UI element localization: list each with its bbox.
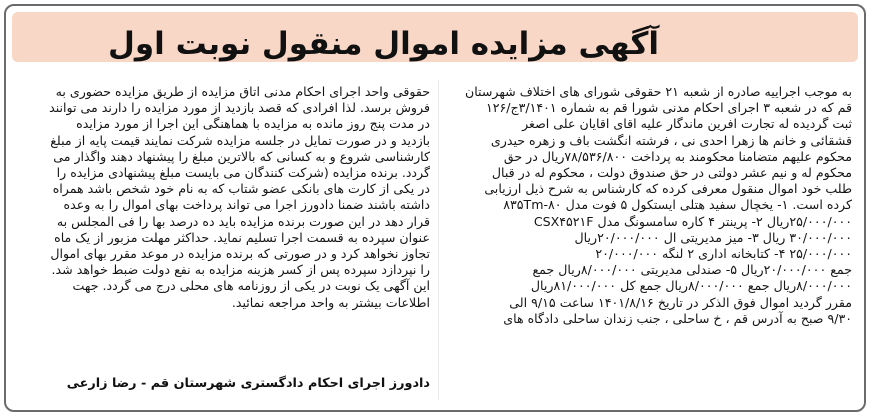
text-line: تجاوز نخواهد کرد و در صورتی که برنده مزایده در موعد مقرر بهای اموال	[50, 246, 430, 262]
text-line: در یکی از کارت های بانکی عضو شتاب که به نام خود شخص باشد همراه	[52, 181, 430, 197]
text-line: ۳۰/۰۰۰/۰۰۰ ریال ۳- میز مدیریتی ال ۲۰/۰۰۰/۰۰۰ریال	[574, 229, 852, 245]
text-line: ثبت گردیده له تجارت افرین ماندگار علیه اقای اقایان علی اصغر	[522, 116, 852, 132]
text-line: محکوم علیهم متضامنا محکومند به پرداخت ۷۸/۵۳۶/۸۰۰ریال در حق	[503, 148, 852, 164]
text-line: عنوان سپرده به قسمت اجرا تسلیم نماید. حداکثر مهلت مزبور از یک ماه	[54, 229, 430, 245]
text-line: بازدید و در صورت تمایل در جلسه مزایده شرکت نمایند قیمت پایه از مبلغ	[50, 132, 430, 148]
notice-frame	[4, 4, 866, 412]
text-line: قشقائی و خانم ها زهرا احدی نی ، فرشته انگشت باف و زهره حیدری	[490, 132, 852, 148]
text-line: فروش برسد. لذا افرادی که قصد بازدید از مورد مزایده را دارند می توانند	[49, 100, 430, 116]
signature: دادورز اجرای احکام دادگستری شهرستان قم - رضا زارعی	[66, 376, 430, 391]
text-line: ۸/۰۰۰/۰۰۰ریال جمع ۸/۰۰۰/۰۰۰ریال جمع کل ۸۱/۰۰۰/۰۰۰ریال	[530, 278, 852, 294]
text-line: حقوقی واحد اجرای احکام مدنی اتاق مزایده از طریق مزایده حضوری به	[55, 84, 430, 99]
text-line: ۲۵/۰۰۰/۰۰۰ریال ۲- پرینتر ۴ کاره سامسونگ مدل CSX۴۵۲۱F	[533, 213, 852, 229]
text-line: محکوم له و نیم عشر دولتی در حق صندوق دولت ، محکوم له در قبال	[491, 165, 852, 181]
right-column	[442, 84, 852, 327]
text-line: کارشناسی شروع و به کسانی که بالاترین مبلغ را پیشنهاد دهند واگذار می	[53, 148, 430, 164]
text-line: طلب خود اموال منقول معرفی کرده که کارشناس به شرح ذیل ارزیابی	[484, 181, 852, 197]
text-line: در مدت پنج روز مانده به مزایده با هماهنگی این اجرا از مورد مزایده	[76, 116, 430, 132]
text-line: گردد. برنده مزایده (شرکت کنندگان می بایست مبلغ پیشنهادی مزایده را	[56, 165, 430, 181]
text-line: کرده است. ۱- یخچال سفید هتلی ایستکول ۵ فوت مدل ۸۰-۸۳۵Tm	[503, 197, 852, 213]
text-line: قم که در شعبه ۳ اجرای احکام مدنی شورا قم به شماره ۳/۱۴۰۱ج/۱۲۶	[485, 100, 852, 116]
text-line: داشته باشند ضمنا دادورز اجرا می تواند پرداخت بهای اموال را به وعده	[63, 197, 430, 213]
text-line: اطلاعات بیشتر به واحد مراجعه نمائید.	[231, 294, 430, 310]
text-line: ۲۵/۰۰۰/۰۰۰ ۴- کتابخانه اداری ۲ لنگه ۲۰/۰۰۰/۰۰۰	[595, 246, 852, 262]
left-column	[20, 84, 430, 311]
text-line: مقرر گردید اموال فوق الذکر در تاریخ ۱۴۰۱/۸/۱۶ ساعت ۹/۱۵ الی	[509, 294, 852, 310]
text-line: به موجب اجراییه صادره از شعبه ۲۱ حقوقی شورای های اختلاف شهرستان	[464, 84, 852, 99]
column-divider	[438, 80, 439, 400]
notice-title: آگهی مزایده اموال منقول نوبت اول	[108, 26, 659, 62]
text-line: جمع ۲۰/۰۰۰/۰۰۰ریال ۵- صندلی مدیریتی ۸/۰۰۰/۰۰۰ریال جمع	[532, 262, 852, 278]
text-line: این آگهی یک نوبت در یکی از روزنامه های محلی درج می گردد. جهت	[72, 278, 430, 294]
text-line: ۹/۳۰ صبح به آدرس قم ، خ ساحلی ، جنب زندان ساحلی دادگاه های	[503, 310, 852, 326]
text-line: قرار دهد در این صورت برنده مزایده باید ده درصد بها را فی المجلس به	[56, 213, 430, 229]
text-line: را نپردازد سپرده پس از کسر هزینه مزایده به نفع دولت ضبط خواهد شد.	[51, 262, 430, 278]
